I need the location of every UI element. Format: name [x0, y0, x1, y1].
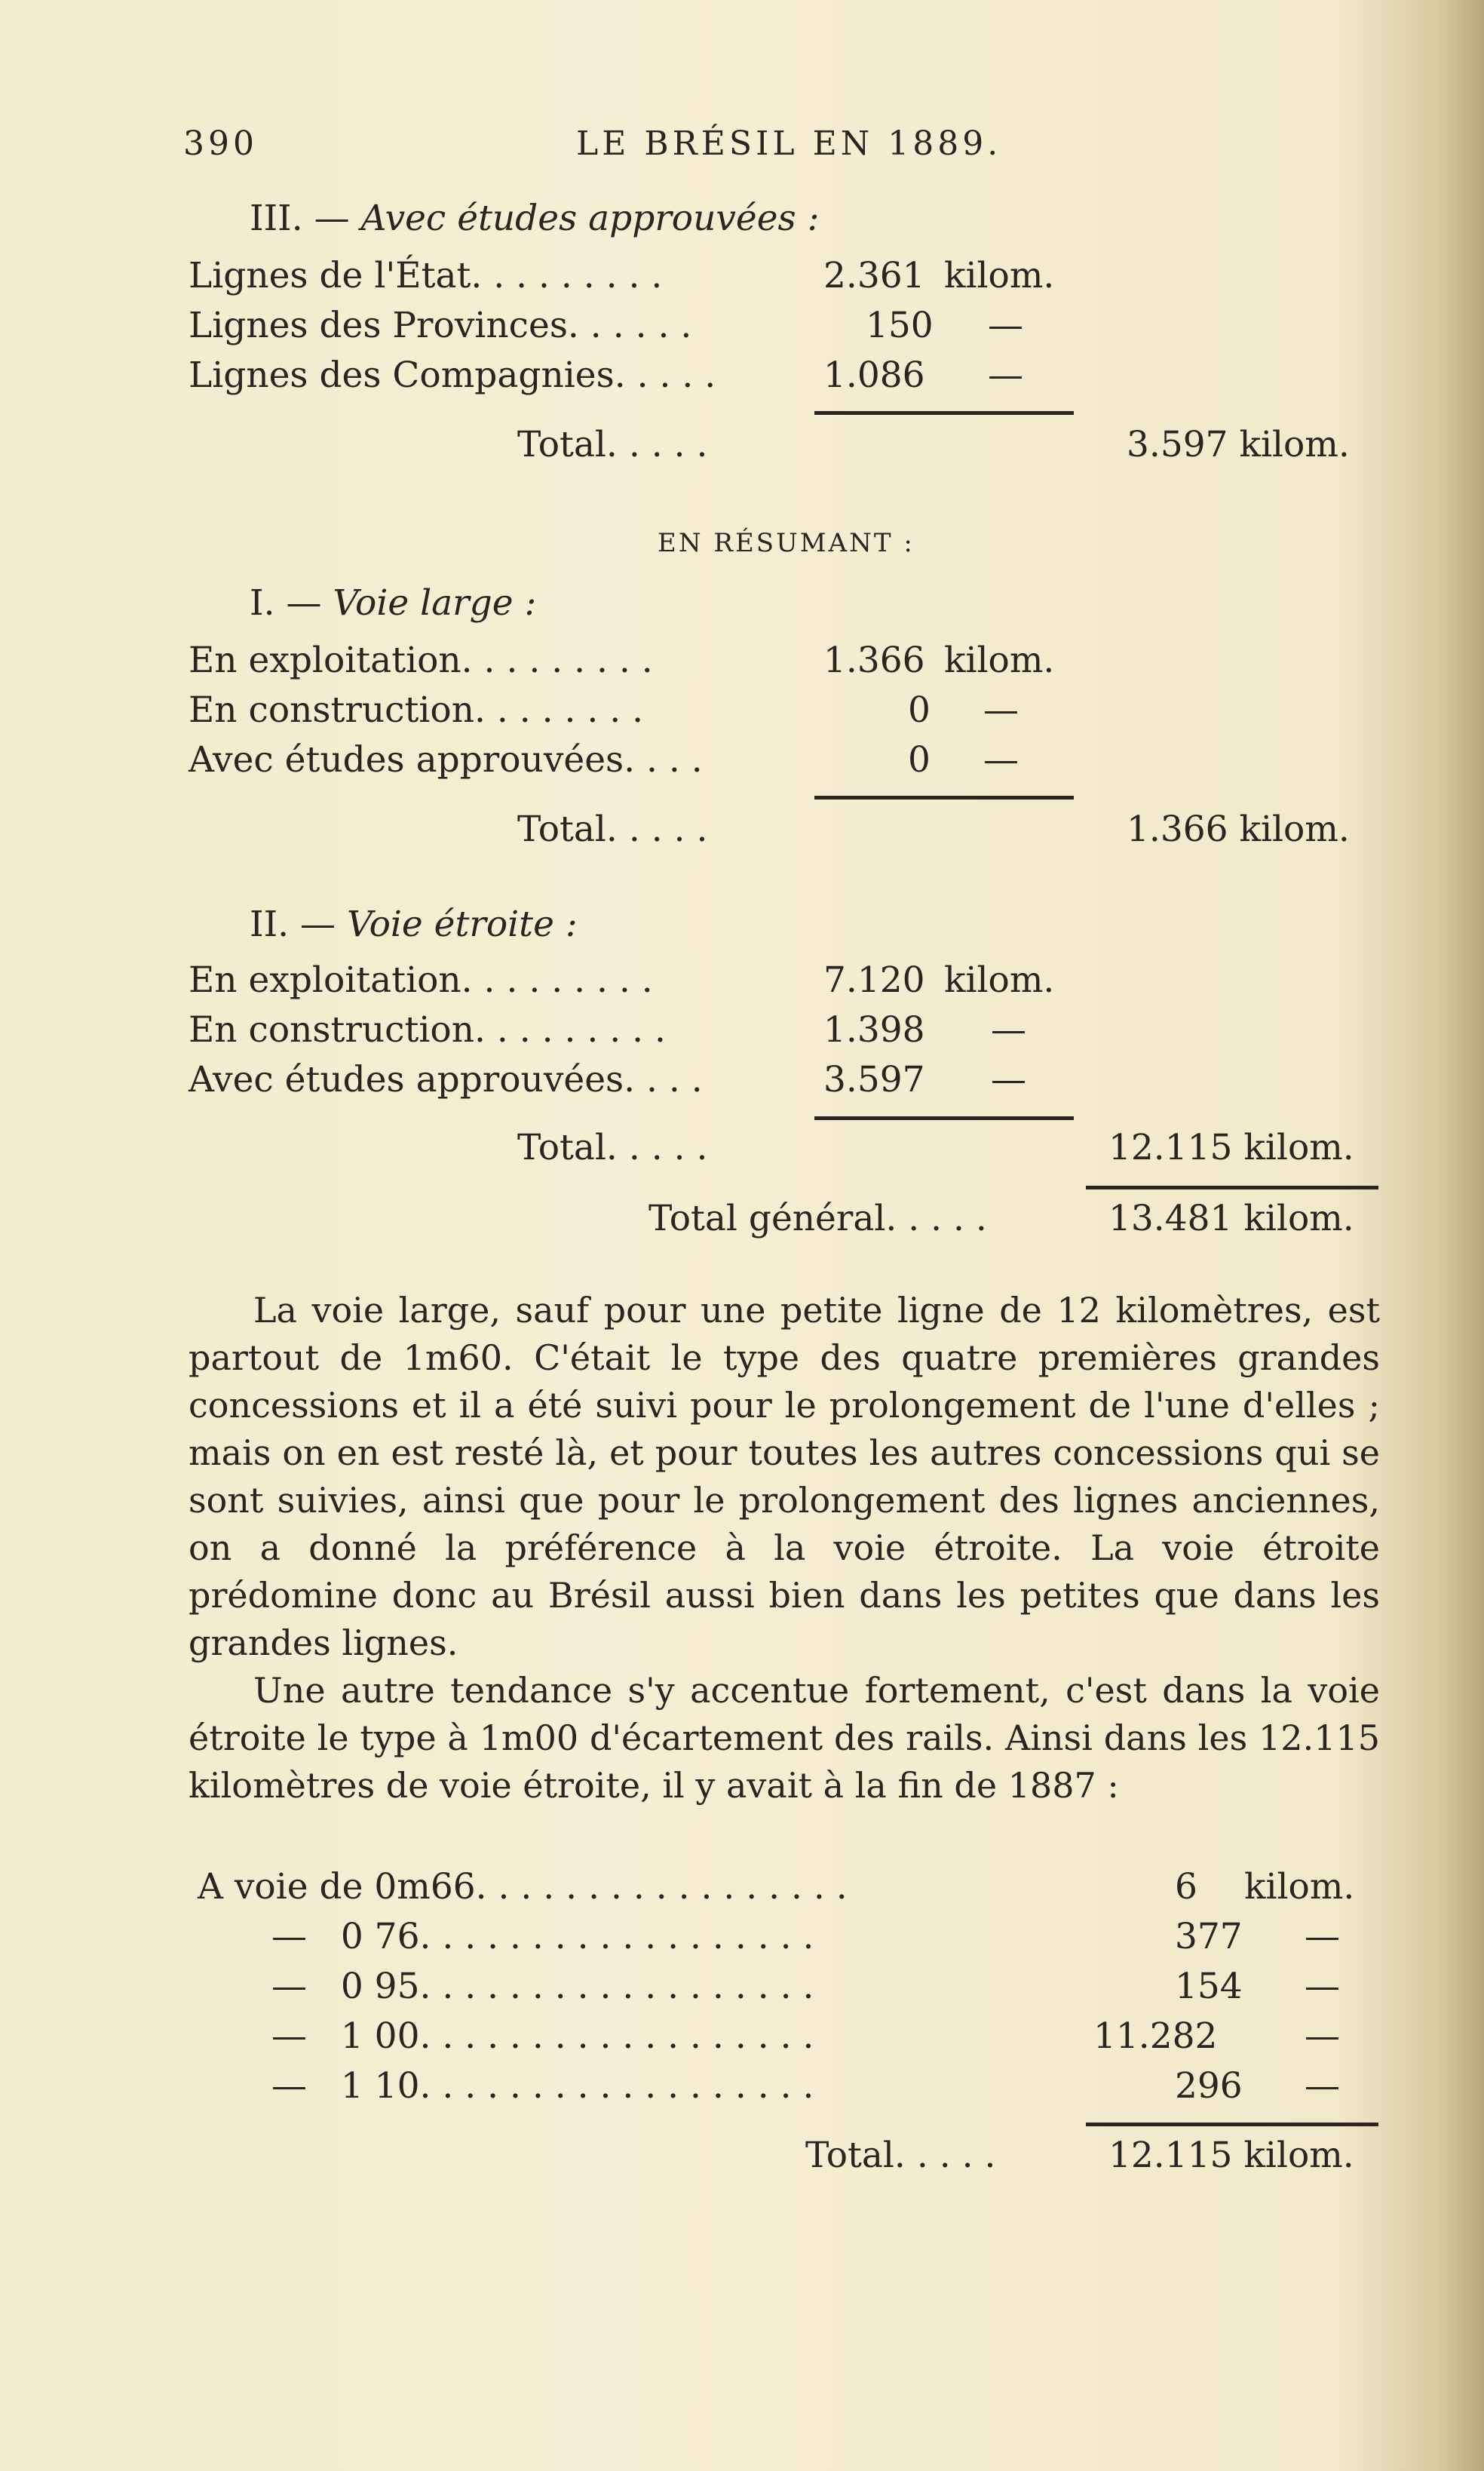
gauge-unit: kilom. [1244, 1866, 1355, 1908]
ve-row-unit: kilom. [944, 959, 1055, 1001]
s3-row-unit: — [988, 305, 1023, 346]
ve-row-label: En exploitation. . . . . . . . . [189, 959, 653, 1001]
ve-row-value: 3.597 [823, 1059, 925, 1100]
section-3-title: Avec études approuvées : [360, 198, 820, 239]
paragraph: La voie large, sauf pour une petite ligne de 12 kilomètres, est partout de 1m60. C'était le type des quatre premières grandes concessions et il a été suivi pour le prolongement de l'une d'elles ; mais on en est resté là, et pour toutes les autres concessions qui se sont suivies, ainsi que pour le prolongement des lignes anciennes, on a donné la préférence à la voie étroite. La voie étroite prédomine donc au Brésil aussi bien dans les petites que dans les grandes lignes. [189, 1290, 1380, 1663]
gauge-dots: . . . . . . . . . . . . . . . . . [442, 1966, 814, 2007]
s3-row-unit: kilom. [944, 255, 1055, 296]
s3-row-value: 150 [866, 305, 934, 346]
body-text [189, 1287, 1380, 1810]
gauge-prefix: — [271, 2015, 307, 2057]
gauge-unit: — [1305, 1966, 1340, 2007]
section-3-heading [250, 198, 819, 239]
vl-row-unit: — [983, 739, 1019, 781]
ve-row-value: 7.120 [823, 959, 925, 1001]
voie-large-heading [250, 582, 536, 624]
gauge-km: 154 [1175, 1966, 1243, 2007]
gauge-unit: — [1305, 1916, 1340, 1957]
vl-row-value: 1.366 [823, 640, 925, 681]
gauge-total-value: 12.115 kilom. [1108, 2135, 1354, 2176]
gauge-prefix: — [271, 1966, 307, 2007]
vl-row-unit: — [983, 689, 1019, 731]
vl-row-unit: kilom. [944, 640, 1055, 681]
gauge-value: 0 76. [340, 1916, 431, 1957]
gauge-row [271, 1916, 814, 1957]
gauge-row [271, 1966, 814, 2007]
s3-row-unit: — [988, 355, 1023, 396]
ve-row-label: Avec études approuvées. . . . [189, 1059, 703, 1100]
gauge-total-label: Total. . . . . [805, 2135, 996, 2176]
paragraph: Une autre tendance s'y accentue fortement, c'est dans la voie étroite le type à 1m00 d'écartement des rails. Ainsi dans les 12.115 kilomètres de voie étroite, il y avait à la fin de 1887 : [189, 1670, 1380, 1806]
gauge-value: 1 00. [340, 2015, 431, 2057]
gauge-row [271, 2015, 814, 2057]
summary-heading: EN RÉSUMANT : [658, 528, 915, 558]
gauge-row [271, 2065, 814, 2107]
ve-total-label: Total. . . . . [517, 1127, 708, 1168]
ve-row-value: 1.398 [823, 1009, 925, 1051]
subtotal-rule [814, 796, 1074, 800]
vl-row-value: 0 [908, 739, 931, 781]
grand-total-label: Total général. . . . . [648, 1198, 987, 1239]
vl-total-value: 1.366 kilom. [1127, 809, 1350, 850]
vl-row-label: En exploitation. . . . . . . . . [189, 640, 653, 681]
voie-etroite-heading [250, 904, 578, 945]
ve-row-unit: — [991, 1059, 1026, 1100]
total-rule [1086, 2123, 1378, 2126]
gauge-prefix: A voie de [198, 1866, 363, 1908]
s3-row-value: 2.361 [823, 255, 925, 296]
s3-row-value: 1.086 [823, 355, 925, 396]
gauge-prefix: — [271, 2065, 307, 2107]
gauge-value: 1 10. [340, 2065, 431, 2107]
grand-total-value: 13.481 kilom. [1108, 1198, 1354, 1239]
vl-row-value: 0 [908, 689, 931, 731]
vl-row-label: En construction. . . . . . . . [189, 689, 644, 731]
gauge-dots: . . . . . . . . . . . . . . . . . [442, 2015, 814, 2057]
voie-etroite-title: Voie étroite : [346, 904, 578, 945]
s3-row-label: Lignes des Provinces. . . . . . [189, 305, 692, 346]
voie-etroite-number: II. — [250, 904, 336, 945]
s3-row-label: Lignes de l'État. . . . . . . . . [189, 255, 663, 296]
gauge-dots: . . . . . . . . . . . . . . . . [498, 1866, 848, 1908]
gauge-km: 6 [1175, 1866, 1197, 1908]
s3-total-label: Total. . . . . [517, 424, 708, 465]
s3-row-label: Lignes des Compagnies. . . . . [189, 355, 716, 396]
ve-total-value: 12.115 kilom. [1108, 1127, 1354, 1168]
subtotal-rule [814, 1116, 1074, 1120]
section-3-number: III. — [250, 198, 350, 239]
gauge-km: 11.282 [1093, 2015, 1218, 2057]
voie-large-number: I. — [250, 582, 322, 624]
vl-total-label: Total. . . . . [517, 809, 708, 850]
page-number: 390 [183, 124, 258, 163]
vl-row-label: Avec études approuvées. . . . [189, 739, 703, 781]
gauge-prefix: — [271, 1916, 307, 1957]
gauge-value: 0 95. [340, 1966, 431, 2007]
gauge-dots: . . . . . . . . . . . . . . . . . [442, 2065, 814, 2107]
grand-total-rule [1086, 1186, 1378, 1189]
gauge-row [198, 1866, 848, 1908]
s3-total-value: 3.597 kilom. [1127, 424, 1350, 465]
gauge-value: 0m66. [374, 1866, 487, 1908]
gauge-km: 377 [1175, 1916, 1243, 1957]
gauge-unit: — [1305, 2015, 1340, 2057]
ve-row-unit: — [991, 1009, 1026, 1051]
subtotal-rule [814, 411, 1074, 415]
running-title: LE BRÉSIL EN 1889. [576, 124, 1002, 163]
gauge-dots: . . . . . . . . . . . . . . . . . [442, 1916, 814, 1957]
voie-large-title: Voie large : [333, 582, 537, 624]
gauge-unit: — [1305, 2065, 1340, 2107]
gauge-km: 296 [1175, 2065, 1243, 2107]
ve-row-label: En construction. . . . . . . . . [189, 1009, 666, 1051]
